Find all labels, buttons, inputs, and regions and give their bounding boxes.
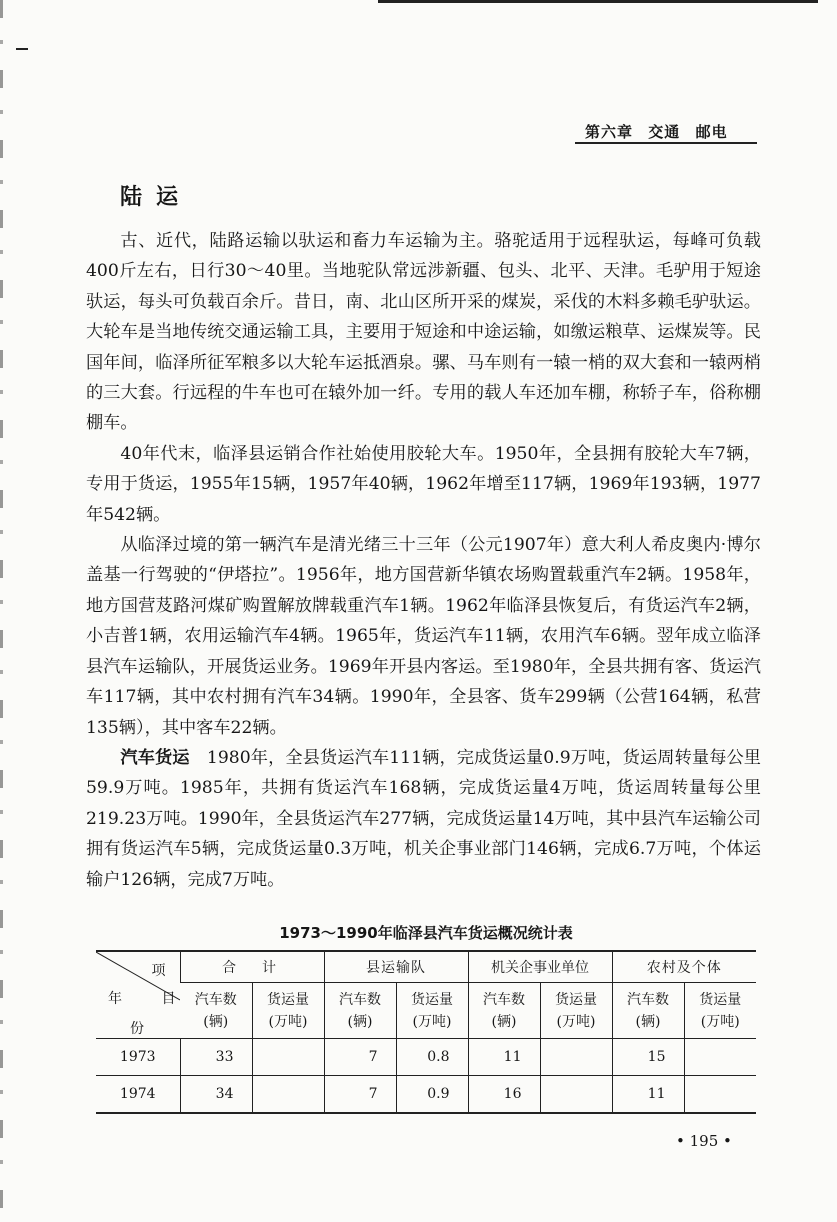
body-text xyxy=(86,226,761,895)
cell-inst-vehicles: 16 xyxy=(468,1076,540,1114)
group-header-total: 合 计 xyxy=(180,951,324,983)
cell-total-vehicles: 34 xyxy=(180,1076,252,1114)
group-header-institutions: 机关企事业单位 xyxy=(468,951,612,983)
sub-header-vehicles: 汽车数 (辆) xyxy=(468,983,540,1039)
paragraph-3: 从临泽过境的第一辆汽车是清光绪三十三年（公元1907年）意大利人希皮奥内·博尔盖基一行驾驶的“伊塔拉”。1956年，地方国营新华镇农场购置载重汽车2辆。1958年，地方国营芨路河煤矿购置解放牌载重汽车1辆。1962年临泽县恢复后，有货运汽车2辆，小吉普1辆，农用运输汽车4辆。1965年，货运汽车11辆，农用汽车6辆。翌年成立临泽县汽车运输队，开展货运业务。1969年开县内客运。至1980年，全县共拥有客、货运汽车117辆，其中农村拥有汽车34辆。1990年，全县客、货车299辆（公营164辆，私营135辆），其中客车22辆。 xyxy=(86,535,761,738)
section-title: 陆运 xyxy=(120,185,193,210)
sub-header-vehicles: 汽车数 (辆) xyxy=(324,983,396,1039)
cell-inst-vehicles: 11 xyxy=(468,1039,540,1076)
cell-county-vehicles: 7 xyxy=(324,1039,396,1076)
margin-mark xyxy=(16,48,28,50)
sub-header-freight: 货运量 (万吨) xyxy=(252,983,324,1039)
paragraph-freight xyxy=(86,743,761,895)
corner-label-year: 年 xyxy=(108,991,122,1007)
corner-label-fen: 份 xyxy=(130,1021,144,1037)
cell-inst-freight xyxy=(540,1076,612,1114)
cell-year: 1973 xyxy=(96,1039,180,1076)
top-border-line xyxy=(378,0,818,3)
freight-table xyxy=(96,950,756,1114)
sub-header-freight: 货运量 (万吨) xyxy=(396,983,468,1039)
sub-header-freight: 货运量 (万吨) xyxy=(540,983,612,1039)
cell-total-freight xyxy=(252,1039,324,1076)
cell-county-vehicles: 7 xyxy=(324,1076,396,1114)
cell-rural-vehicles: 15 xyxy=(612,1039,684,1076)
header-rule xyxy=(575,142,757,144)
freight-text: 1980年，全县货运汽车111辆，完成货运量0.9万吨，货运周转量每公里59.9万吨。1985年，共拥有货运汽车168辆，完成货运量4万吨，货运周转量每公里219.23万吨。1990年，全县货运汽车277辆，完成货运量14万吨，其中县汽车运输公司拥有货运汽车5辆，完成货运量0.3万吨，机关企事业部门146辆，完成6.7万吨，个体运输户126辆，完成7万吨。 xyxy=(86,747,761,890)
header-title-2: 邮电 xyxy=(695,123,728,141)
paragraph-2: 40年代末，临泽县运销合作社始使用胶轮大车。1950年，全县拥有胶轮大车7辆，专用于货运，1955年15辆，1957年40辆，1962年增至117辆，1969年193辆，1977年542辆。 xyxy=(86,443,761,525)
table-row xyxy=(96,1039,756,1076)
cell-inst-freight xyxy=(540,1039,612,1076)
cell-year: 1974 xyxy=(96,1076,180,1114)
corner-label-item: 项 xyxy=(151,963,166,979)
table-title: 1973～1990年临泽县汽车货运概况统计表 xyxy=(279,924,573,942)
cell-rural-freight xyxy=(684,1076,756,1114)
freight-lead: 汽车货运 xyxy=(120,747,190,768)
cell-total-freight xyxy=(252,1076,324,1114)
header-title-1: 交通 xyxy=(648,123,681,141)
cell-rural-freight xyxy=(684,1039,756,1076)
corner-label-mu: 目 xyxy=(161,991,176,1007)
sub-header-vehicles: 汽车数 (辆) xyxy=(180,983,252,1039)
table-row xyxy=(96,1076,756,1114)
cell-county-freight: 0.8 xyxy=(396,1039,468,1076)
sub-header-freight: 货运量 (万吨) xyxy=(684,983,756,1039)
cell-rural-vehicles: 11 xyxy=(612,1076,684,1114)
paragraph-1: 古、近代，陆路运输以驮运和畜力车运输为主。骆驼适用于远程驮运，每峰可负载400斤左右，日行30～40里。当地驼队常远涉新疆、包头、北平、天津。毛驴用于短途驮运，每头可负载百余斤。昔日，南、北山区所开采的煤炭，采伐的木料多赖毛驴驮运。大轮车是当地传统交通运输工具，主要用于短途和中途运输，如缴运粮草、运煤炭等。民国年间，临泽所征军粮多以大轮车运抵酒泉。骡、马车则有一辕一梢的双大套和一辕两梢的三大套。行远程的牛车也可在辕外加一纤。专用的载人车还加车棚，称轿子车，俗称棚棚车。 xyxy=(86,231,761,434)
group-header-rural: 农村及个体 xyxy=(612,951,756,983)
page-number: • 195 • xyxy=(676,1132,732,1150)
cell-total-vehicles: 33 xyxy=(180,1039,252,1076)
sub-header-vehicles: 汽车数 (辆) xyxy=(612,983,684,1039)
table-corner-header xyxy=(96,951,180,1039)
cell-county-freight: 0.9 xyxy=(396,1076,468,1114)
group-header-county-team: 县运输队 xyxy=(324,951,468,983)
header-chapter: 第六章 xyxy=(585,123,634,141)
scan-edge-shadow xyxy=(0,0,3,1222)
